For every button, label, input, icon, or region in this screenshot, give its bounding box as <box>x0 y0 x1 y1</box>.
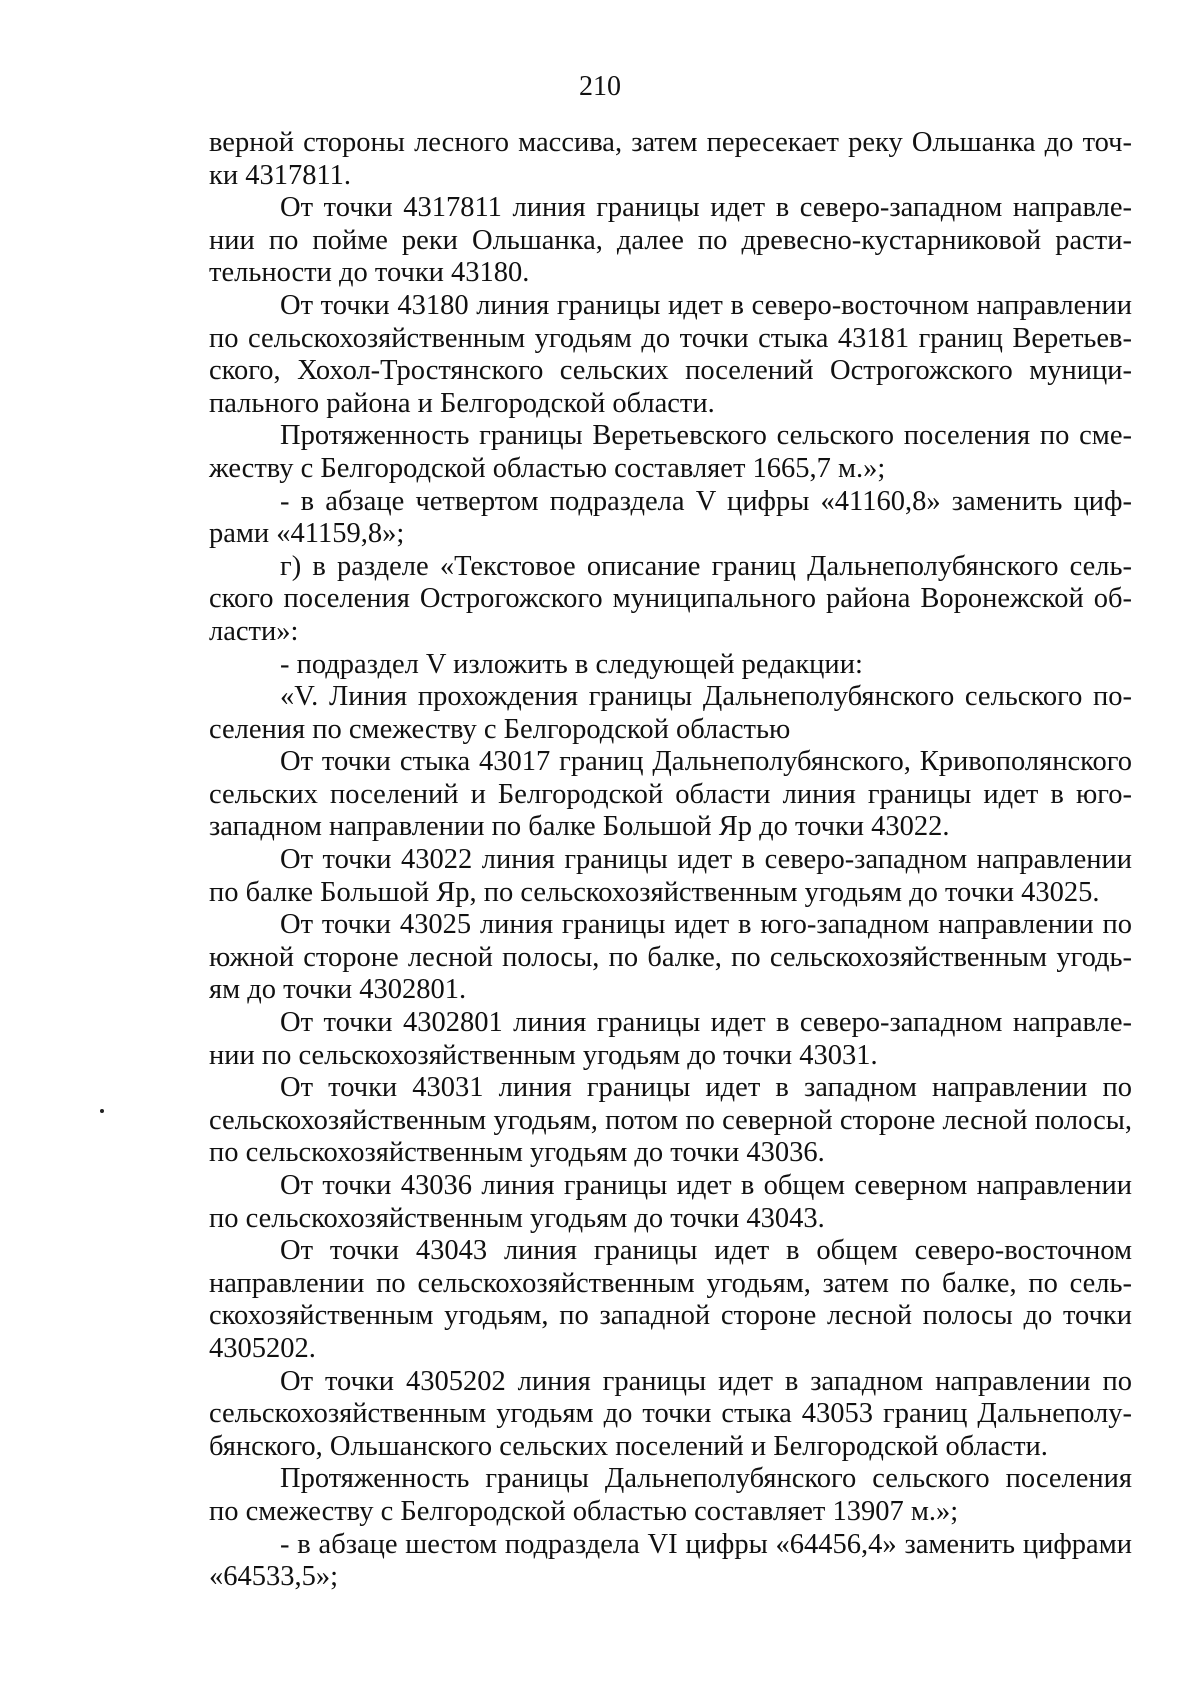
paragraph: г) в разделе «Текстовое описание границ Дальнеполубянского сельского поселения Острогожского муниципального района Воронежской области»: <box>209 550 1132 647</box>
paragraph: Протяженность границы Веретьевского сельского поселения по смежеству с Белгородской областью составляет 1665,7 м.»; <box>209 420 1132 484</box>
paragraph: - в абзаце четвертом подраздела V цифры «41160,8» заменить цифрами «41159,8»; <box>209 485 1132 550</box>
paragraph: Протяженность границы Дальнеполубянского сельского поселения по смежеству с Белгородской областью составляет 13907 м.»; <box>209 1463 1132 1527</box>
paragraph: От точки 43036 линия границы идет в общем северном направлении по сельскохозяйственным угодьям до точки 43043. <box>209 1170 1132 1234</box>
page-number: 210 <box>579 71 621 102</box>
paragraph: - подраздел V изложить в следующей редакции: <box>280 648 863 680</box>
paragraph: От точки 4302801 линия границы идет в северо-западном направлении по сельскохозяйственным угодьям до точки 43031. <box>209 1007 1132 1071</box>
scan-speck <box>100 1109 104 1113</box>
paragraph: От точки 4305202 линия границы идет в западном направлении по сельскохозяйственным угодьям до точки стыка 43053 границ Дальнеполубянского, Ольшанского сельских поселений и Белгородской области. <box>209 1365 1132 1462</box>
paragraph: От точки 43022 линия границы идет в северо-западном направлении по балке Большой Яр, по сельскохозяйственным угодьям до точки 43025. <box>209 844 1132 908</box>
paragraph: От точки 4317811 линия границы идет в северо-западном направлении по пойме реки Ольшанка, далее по древесно-кустарниковой растительности до точки 43180. <box>209 192 1132 289</box>
paragraph: От точки стыка 43017 границ Дальнеполубянского, Кривополянского сельских поселений и Белгородской области линия границы идет в югозападном направлении по балке Большой Яр до точки 43022. <box>209 746 1132 843</box>
paragraph: От точки 43031 линия границы идет в западном направлении по сельскохозяйственным угодьям, потом по северной стороне лесной полосы, по сельскохозяйственным угодьям до точки 43036. <box>209 1072 1132 1169</box>
paragraph: «V. Линия прохождения границы Дальнеполубянского сельского поселения по смежеству с Белгородской областью <box>209 681 1132 745</box>
paragraph: верной стороны лесного массива, затем пересекает реку Ольшанка до точки 4317811. <box>209 127 1132 191</box>
document-body <box>209 127 1132 1594</box>
paragraph: От точки 43180 линия границы идет в северо-восточном направлении по сельскохозяйственным угодьям до точки стыка 43181 границ Веретьевского, Хохол-Тростянского сельских поселений Острогожского муниципального района и Белгородской области. <box>209 289 1132 419</box>
paragraph: От точки 43043 линия границы идет в общем северо-восточном направлении по сельскохозяйственным угодьям, затем по балке, по сельскохозяйственным угодьям, по западной стороне лесной полосы до точки 4305202. <box>209 1235 1132 1364</box>
paragraph: От точки 43025 линия границы идет в юго-западном направлении по южной стороне лесной полосы, по балке, по сельскохозяйственным угодьям до точки 4302801. <box>209 909 1132 1006</box>
paragraph: - в абзаце шестом подраздела VI цифры «64456,4» заменить цифрами «64533,5»; <box>209 1528 1132 1593</box>
